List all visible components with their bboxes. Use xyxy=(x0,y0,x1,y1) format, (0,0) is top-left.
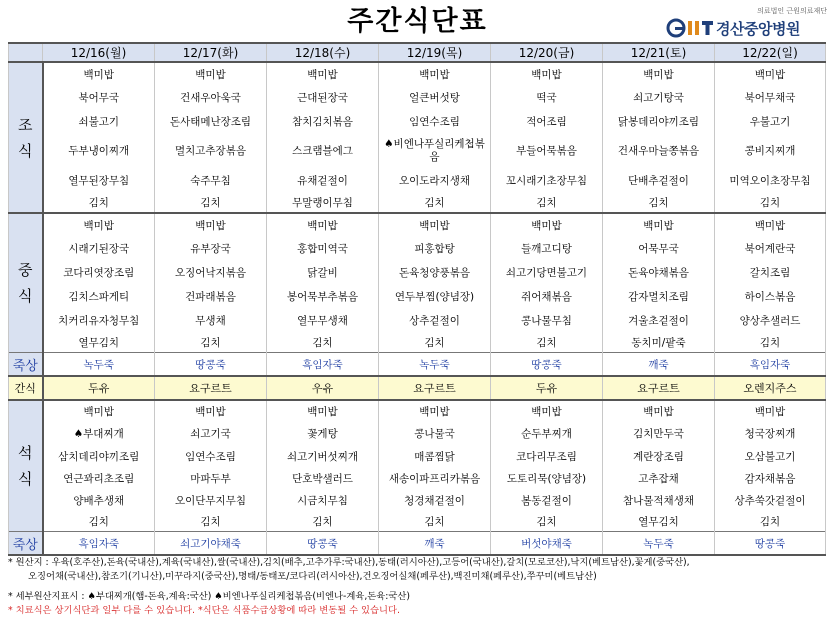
porridge-row-lunch xyxy=(9,353,826,377)
menu-item: 봄동겉절이 xyxy=(491,489,603,511)
section-label-char: 조 xyxy=(18,115,33,134)
menu-item: 김치 xyxy=(155,511,267,532)
menu-item: 닭갈비 xyxy=(267,260,379,284)
menu-item: 열무김치 xyxy=(603,511,715,532)
menu-item: 치커리유자청무침 xyxy=(43,308,155,332)
menu-item: 하이스볶음 xyxy=(715,284,826,308)
menu-item: 깨죽 xyxy=(379,532,491,556)
menu-item: 백미밥 xyxy=(715,213,826,236)
menu-item: 임연수조림 xyxy=(155,445,267,467)
menu-item: 오이도라지생채 xyxy=(379,168,491,192)
menu-item: 백미밥 xyxy=(603,62,715,85)
menu-item: 새송이파프리카볶음 xyxy=(379,467,491,489)
menu-item: 백미밥 xyxy=(43,400,155,421)
menu-item: 두유 xyxy=(43,376,155,400)
logo-mark-icon xyxy=(666,17,716,39)
menu-item: 쥐어채볶음 xyxy=(491,284,603,308)
snack-row-label: 간식 xyxy=(9,376,43,400)
menu-item: 버섯야채죽 xyxy=(491,532,603,556)
menu-item: 김치만두국 xyxy=(603,421,715,445)
menu-item: 백미밥 xyxy=(491,213,603,236)
menu-item: 김치 xyxy=(267,332,379,353)
logo-name: 경산중앙병원 xyxy=(716,20,800,38)
porridge-row-dinner-label: 죽상 xyxy=(9,532,43,556)
menu-item: 백미밥 xyxy=(603,213,715,236)
menu-item: 돈육야채볶음 xyxy=(603,260,715,284)
menu-item: 백미밥 xyxy=(43,213,155,236)
menu-item: 청국장찌개 xyxy=(715,421,826,445)
menu-item: 들깨고디탕 xyxy=(491,236,603,260)
menu-item: 녹두죽 xyxy=(603,532,715,556)
menu-item: 김치 xyxy=(715,192,826,213)
menu-item: 단호박샐러드 xyxy=(267,467,379,489)
menu-item: 백미밥 xyxy=(379,62,491,85)
menu-item: 콩나물국 xyxy=(379,421,491,445)
menu-item: 백미밥 xyxy=(43,62,155,85)
menu-item: 쇠고기버섯찌개 xyxy=(267,445,379,467)
menu-row xyxy=(9,445,826,467)
date-header: 12/17(화) xyxy=(155,43,267,62)
menu-item: 요구르트 xyxy=(155,376,267,400)
menu-row xyxy=(9,260,826,284)
menu-item: 건새우마늘쫑볶음 xyxy=(603,133,715,168)
menu-item: 쇠고기국 xyxy=(155,421,267,445)
menu-item: 콩비지찌개 xyxy=(715,133,826,168)
section-label-char: 식 xyxy=(18,141,33,160)
menu-item: 피홍합탕 xyxy=(379,236,491,260)
menu-item: 김치 xyxy=(603,192,715,213)
menu-item: 열무김치 xyxy=(43,332,155,353)
menu-item: 백미밥 xyxy=(155,213,267,236)
menu-item: ♠부대찌개 xyxy=(43,421,155,445)
section-label-char: 석 xyxy=(18,444,33,462)
menu-item: 동치미/팥죽 xyxy=(603,332,715,353)
menu-item: 열무된장무침 xyxy=(43,168,155,192)
menu-row xyxy=(9,85,826,109)
menu-item: 김치 xyxy=(491,192,603,213)
menu-item: 무말랭이무침 xyxy=(267,192,379,213)
hospital-logo xyxy=(666,6,831,40)
menu-item: 상추겉절이 xyxy=(379,308,491,332)
menu-row xyxy=(9,467,826,489)
notes-section xyxy=(8,556,828,618)
page-title: 주간식단표 xyxy=(347,6,488,37)
menu-item: 김치 xyxy=(155,192,267,213)
menu-item: 김치 xyxy=(715,511,826,532)
menu-item: 상추쑥갓겉절이 xyxy=(715,489,826,511)
menu-item: 고추잡채 xyxy=(603,467,715,489)
menu-item: 쇠고기야채죽 xyxy=(155,532,267,556)
menu-item: 백미밥 xyxy=(267,400,379,421)
menu-item: 쇠불고기 xyxy=(43,109,155,133)
menu-item: 적어조림 xyxy=(491,109,603,133)
porridge-row-lunch-label: 죽상 xyxy=(9,353,43,377)
menu-item: 땅콩죽 xyxy=(491,353,603,377)
menu-table xyxy=(8,42,826,556)
snack-row xyxy=(9,376,826,400)
menu-row xyxy=(9,308,826,332)
menu-item: 오삼불고기 xyxy=(715,445,826,467)
menu-item: 매콤찜닭 xyxy=(379,445,491,467)
menu-item: 김치 xyxy=(379,192,491,213)
menu-item: 녹두죽 xyxy=(43,353,155,377)
menu-item: 백미밥 xyxy=(379,213,491,236)
date-header: 12/21(토) xyxy=(603,43,715,62)
menu-item: 순두부찌개 xyxy=(491,421,603,445)
menu-item: 백미밥 xyxy=(491,62,603,85)
menu-item: 시금치무침 xyxy=(267,489,379,511)
menu-item: 김치 xyxy=(267,511,379,532)
menu-item: 유부장국 xyxy=(155,236,267,260)
menu-item: 깨죽 xyxy=(603,353,715,377)
menu-item: 백미밥 xyxy=(155,400,267,421)
menu-item: 어묵무국 xyxy=(603,236,715,260)
menu-item: 우불고기 xyxy=(715,109,826,133)
menu-item: 김치스파게티 xyxy=(43,284,155,308)
origin-note-continued: 오징어채(국내산),참조기(기니산),미꾸라지(중국산),명태/동태포/코다리(러시아산),건오징어실채(페루산),백진미채(페루산),쭈꾸미(베트남산) xyxy=(28,571,597,582)
menu-item: 연근꽈리초조림 xyxy=(43,467,155,489)
menu-item: 무생채 xyxy=(155,308,267,332)
menu-item: 김치 xyxy=(491,332,603,353)
menu-item: 돈육청양풍볶음 xyxy=(379,260,491,284)
menu-item: 두유 xyxy=(491,376,603,400)
menu-item: 백미밥 xyxy=(491,400,603,421)
date-header-row xyxy=(9,43,826,62)
date-header: 12/16(월) xyxy=(43,43,155,62)
menu-item: 북어무국 xyxy=(43,85,155,109)
menu-item: 꽃게탕 xyxy=(267,421,379,445)
menu-item: 양상추샐러드 xyxy=(715,308,826,332)
warning-note: * 치료식은 상기식단과 일부 다를 수 있습니다. *식단은 식품수급상황에 따라 변동될 수 있습니다. xyxy=(8,605,400,616)
section-label-char: 식 xyxy=(18,287,33,305)
menu-item: 김치 xyxy=(43,192,155,213)
section-lunch xyxy=(9,213,43,353)
section-label-char: 식 xyxy=(18,470,33,488)
menu-item: 꼬시래기초장무침 xyxy=(491,168,603,192)
menu-item: 김치 xyxy=(491,511,603,532)
menu-row xyxy=(9,332,826,353)
menu-item: 오렌지주스 xyxy=(715,376,826,400)
menu-item: 두부냉이찌개 xyxy=(43,133,155,168)
date-header: 12/20(금) xyxy=(491,43,603,62)
menu-item: 백미밥 xyxy=(603,400,715,421)
menu-row xyxy=(9,400,826,421)
menu-item: 양배추생채 xyxy=(43,489,155,511)
menu-item: 녹두죽 xyxy=(379,353,491,377)
menu-item: 백미밥 xyxy=(715,62,826,85)
menu-item: 백미밥 xyxy=(267,62,379,85)
menu-item: 참나물적채생채 xyxy=(603,489,715,511)
menu-row xyxy=(9,133,826,168)
menu-item: 건새우아욱국 xyxy=(155,85,267,109)
menu-item: 열무무생채 xyxy=(267,308,379,332)
menu-item: 청경채겉절이 xyxy=(379,489,491,511)
menu-item: 북어계란국 xyxy=(715,236,826,260)
detail-origin-note: * 세부원산지표시 : ♠부대찌개(햄-돈육,계육:국산) ♠비엔나푸실리케첩볶음(비엔나-계육,돈육:국산) xyxy=(8,591,410,602)
menu-row xyxy=(9,284,826,308)
logo-subtitle: 의료법인 근원의료재단 xyxy=(757,7,827,15)
menu-item: 멸치고추장볶음 xyxy=(155,133,267,168)
porridge-row-dinner xyxy=(9,532,826,556)
menu-item: 백미밥 xyxy=(267,213,379,236)
section-label-char: 중 xyxy=(18,261,33,279)
menu-item: 요구르트 xyxy=(379,376,491,400)
menu-item: 삼치데리야끼조림 xyxy=(43,445,155,467)
menu-item: 요구르트 xyxy=(603,376,715,400)
menu-item: 쇠고기탕국 xyxy=(603,85,715,109)
menu-row xyxy=(9,192,826,213)
menu-item: 백미밥 xyxy=(715,400,826,421)
menu-row xyxy=(9,511,826,532)
menu-item: 김치 xyxy=(379,332,491,353)
menu-row xyxy=(9,213,826,236)
menu-item: 얼큰버섯탕 xyxy=(379,85,491,109)
menu-row xyxy=(9,109,826,133)
menu-item: 임연수조림 xyxy=(379,109,491,133)
menu-item: 미역오이초장무침 xyxy=(715,168,826,192)
menu-item: 김치 xyxy=(715,332,826,353)
section-dinner xyxy=(9,400,43,532)
menu-item: 연두부찜(양념장) xyxy=(379,284,491,308)
menu-item: 유채겉절이 xyxy=(267,168,379,192)
menu-item: 감자멸치조림 xyxy=(603,284,715,308)
menu-item: 갈치조림 xyxy=(715,260,826,284)
menu-item: ♠비엔나푸실리케첩볶음 xyxy=(379,133,491,168)
header-corner xyxy=(9,43,43,62)
menu-row xyxy=(9,236,826,260)
menu-item: 홍합미역국 xyxy=(267,236,379,260)
menu-row xyxy=(9,168,826,192)
menu-item: 백미밥 xyxy=(379,400,491,421)
menu-item: 닭봉데리야끼조림 xyxy=(603,109,715,133)
menu-item: 숙주무침 xyxy=(155,168,267,192)
menu-item: 오이단무지무침 xyxy=(155,489,267,511)
menu-item: 김치 xyxy=(155,332,267,353)
menu-item: 흑임자죽 xyxy=(267,353,379,377)
menu-item: 건파래볶음 xyxy=(155,284,267,308)
menu-item: 마파두부 xyxy=(155,467,267,489)
menu-item: 쇠고기당면불고기 xyxy=(491,260,603,284)
menu-item: 우유 xyxy=(267,376,379,400)
menu-item: 겨울초겉절이 xyxy=(603,308,715,332)
menu-item: 떡국 xyxy=(491,85,603,109)
menu-item: 북어무채국 xyxy=(715,85,826,109)
menu-item: 스크램블에그 xyxy=(267,133,379,168)
menu-item: 코다리엿장조림 xyxy=(43,260,155,284)
menu-item: 땅콩죽 xyxy=(267,532,379,556)
menu-row xyxy=(9,489,826,511)
menu-item: 계란장조림 xyxy=(603,445,715,467)
menu-row xyxy=(9,62,826,85)
menu-item: 백미밥 xyxy=(155,62,267,85)
menu-item: 시래기된장국 xyxy=(43,236,155,260)
menu-item: 감자채볶음 xyxy=(715,467,826,489)
date-header: 12/18(수) xyxy=(267,43,379,62)
menu-item: 단배추겉절이 xyxy=(603,168,715,192)
menu-row xyxy=(9,421,826,445)
menu-item: 흑임자죽 xyxy=(715,353,826,377)
date-header: 12/19(목) xyxy=(379,43,491,62)
menu-item: 콩나물무침 xyxy=(491,308,603,332)
menu-item: 도토리묵(양념장) xyxy=(491,467,603,489)
origin-note: * 원산지 : 우육(호주산),돈육(국내산),계육(국내산),쌀(국내산),김치(배추,고추가루:국내산),동태(러시아산),고등어(국내산),갈치(모로코산),낙지(베트남산),꽃게(중국산), xyxy=(8,557,690,568)
menu-item: 땅콩죽 xyxy=(715,532,826,556)
date-header: 12/22(일) xyxy=(715,43,826,62)
menu-item: 돈사태메난장조림 xyxy=(155,109,267,133)
menu-item: 코다리무조림 xyxy=(491,445,603,467)
menu-item: 김치 xyxy=(379,511,491,532)
menu-item: 근대된장국 xyxy=(267,85,379,109)
menu-item: 부들어묵볶음 xyxy=(491,133,603,168)
menu-item: 봉어묵부추볶음 xyxy=(267,284,379,308)
menu-item: 참치김치볶음 xyxy=(267,109,379,133)
menu-item: 흑임자죽 xyxy=(43,532,155,556)
menu-item: 김치 xyxy=(43,511,155,532)
section-breakfast xyxy=(9,62,43,213)
menu-item: 오징어낙지볶음 xyxy=(155,260,267,284)
menu-item: 땅콩죽 xyxy=(155,353,267,377)
